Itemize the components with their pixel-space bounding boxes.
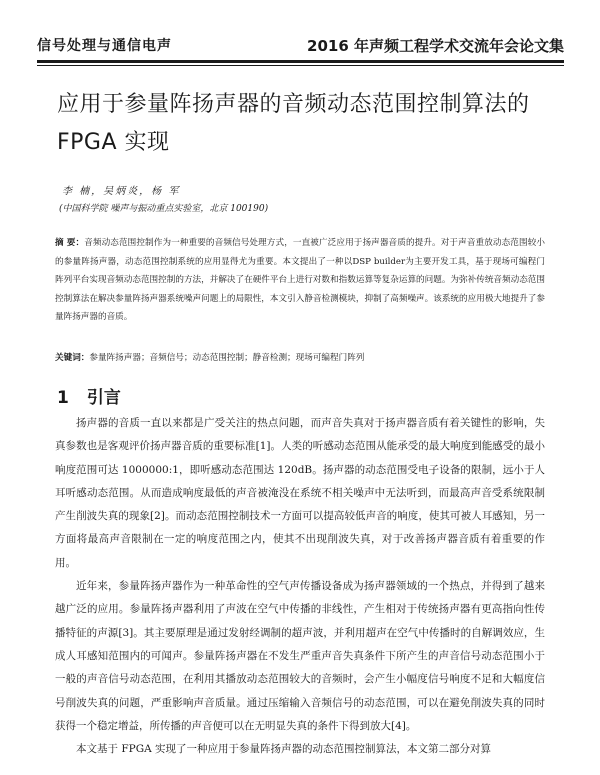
- keywords-text: 参量阵扬声器；音频信号；动态范围控制；静音检测；现场可编程门阵列: [89, 353, 365, 363]
- paper-title: 应用于参量阵扬声器的音频动态范围控制算法的 FPGA 实现: [57, 92, 530, 155]
- paragraph: 扬声器的音质一直以来都是广受关注的热点问题，而声音失真对于扬声器音质有着关键性的影响，失真参数也是客观评价扬声器音质的重要标准[1]。人类的听感动态范围从能承受的最大响度到能感受的最小响度范围可达 1000000:1，即听感动态范围达 120dB。扬声器的动态范围受电子设备的限制，远小于人耳听感动态范围。从而造成响度最低的声音被淹没在系统不相关噪声中无法听到，而最高声音受系统限制产生削波失真的现象[2]。而动态范围控制技术一方面可以提高较低声音的响度，使其可被人耳感知，另一方面将最高声音限制在一定的响度范围之内，使其不出现削波失真，对于改善扬声器音质有着重要的作用。: [55, 417, 545, 569]
- section-number: 1: [57, 388, 69, 408]
- abstract-text: 音频动态范围控制作为一种重要的音频信号处理方式，一直被广泛应用于扬声器音质的提升。对于声音重放动态范围较小的参量阵扬声器，动态范围控制系统的应用显得尤为重要。本文提出了一种以DSP builder为主要开发工具，基于现场可编程门阵列平台实现音频动态范围控制的方法，并解决了在硬件平台上进行对数和指数运算等复杂运算的问题。为弥补传统音频动态范围控制算法在解决参量阵扬声器系统噪声问题上的局限性，本文引入静音检测模块，抑制了高频噪声。该系统的应用极大地提升了参量阵扬声器的音质。: [55, 238, 545, 323]
- running-header: [37, 34, 564, 56]
- paper-authors: 李 楠，吴炳炎，杨 军: [62, 186, 181, 197]
- abstract: [55, 234, 545, 327]
- keywords: [55, 349, 545, 367]
- author-affiliation: (中国科学院 噪声与振动重点实验室，北京 100190): [59, 204, 269, 214]
- header-rule-thin: [37, 65, 564, 66]
- body-text: [55, 412, 545, 761]
- header-rule-thick: [37, 60, 564, 63]
- header-proceedings-title: 2016 年声频工程学术交流年会论文集: [307, 36, 564, 55]
- paragraph: 本文基于 FPGA 实现了一种应用于参量阵扬声器的动态范围控制算法，本文第二部分对算: [76, 743, 491, 756]
- abstract-label: 摘 要：: [55, 238, 85, 248]
- section-title: 引言: [86, 388, 121, 408]
- header-section-label: 信号处理与通信电声: [37, 38, 172, 54]
- keywords-label: 关键词：: [55, 353, 90, 363]
- section-heading: [57, 383, 121, 408]
- paragraph: 近年来，参量阵扬声器作为一种革命性的空气声传播设备成为扬声器领域的一个热点，并得到了越来越广泛的应用。参量阵扬声器利用了声波在空气中传播的非线性，产生相对于传统扬声器有更高指向性传播特征的声源[3]。其主要原理是通过发射经调制的超声波，并利用超声在空气中传播时的自解调效应，生成人耳感知范围内的可闻声。参量阵扬声器在不发生严重声音失真条件下所产生的声音信号动态范围小于一般的声音信号动态范围，在利用其播放动态范围较大的音频时，会产生小幅度信号响度不足和大幅度信号削波失真的问题，严重影响声音质量。通过压缩输入音频信号的动态范围，可以在避免削波失真的同时获得一个稳定增益，所传播的声音便可以在无明显失真的条件下得到放大[4]。: [55, 580, 545, 732]
